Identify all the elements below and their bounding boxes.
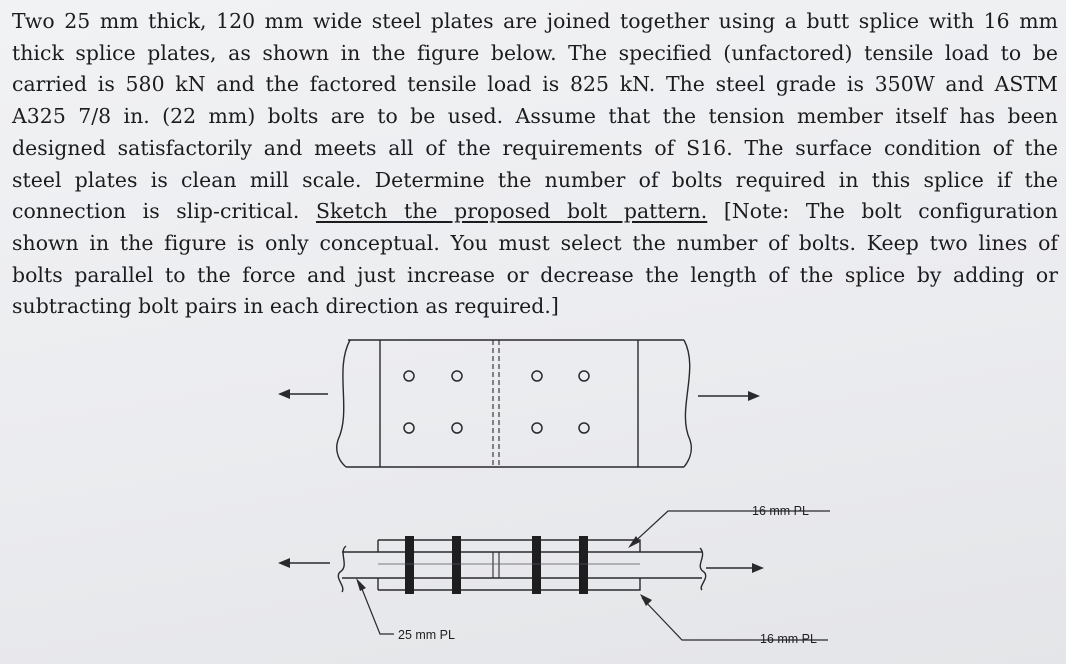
left-break-line bbox=[337, 340, 350, 467]
bolt-hole bbox=[579, 371, 589, 381]
elevation-view bbox=[338, 536, 705, 594]
label-bottom-splice-plate: 16 mm PL bbox=[760, 632, 817, 646]
problem-line-7c: [Note: The bolt configuration bbox=[723, 199, 1058, 224]
load-arrow-left-plan bbox=[278, 389, 328, 399]
bottom-splice-plate bbox=[378, 578, 640, 590]
bolt-hole bbox=[404, 371, 414, 381]
elevation-left-break bbox=[338, 546, 346, 592]
top-splice-plate bbox=[378, 540, 640, 552]
problem-line-5: designed satisfactorily and meets all of the requirements of S16. The surface condition of the bbox=[12, 135, 1058, 160]
load-arrow-right-elevation bbox=[706, 563, 764, 573]
bolt-hole bbox=[579, 423, 589, 433]
bolt-hole bbox=[452, 371, 462, 381]
bolt-holes bbox=[404, 371, 589, 433]
problem-line-7a: connection is slip-critical. bbox=[12, 199, 300, 224]
load-arrow-left-elevation bbox=[278, 558, 330, 568]
problem-line-1: Two 25 mm thick, 120 mm wide steel plates are joined together using a butt splice with 16 mm bbox=[12, 9, 1058, 33]
label-main-plate: 25 mm PL bbox=[398, 628, 455, 642]
underlined-instruction: Sketch the proposed bolt pattern. bbox=[315, 199, 708, 224]
right-break-line bbox=[684, 340, 691, 467]
bolt-hole bbox=[404, 423, 414, 433]
plan-view bbox=[337, 340, 692, 467]
elevation-bolts bbox=[405, 536, 588, 594]
problem-line-4: A325 7/8 in. (22 mm) bolts are to be used. Assume that the tension member itself has been bbox=[12, 104, 1058, 129]
leader-main-plate bbox=[360, 584, 394, 634]
problem-line-2: thick splice plates, as shown in the figure below. The specified (unfactored) tensile load to be bbox=[12, 40, 1058, 65]
label-top-splice-plate: 16 mm PL bbox=[752, 504, 809, 518]
problem-line-10: subtracting bolt pairs in each direction as required.] bbox=[12, 294, 559, 319]
leader-lines bbox=[360, 511, 830, 640]
problem-line-3: carried is 580 kN and the factored tensile load is 825 kN. The steel grade is 350W and ASTM bbox=[12, 72, 1058, 97]
bolt-hole bbox=[532, 371, 542, 381]
problem-line-9: bolts parallel to the force and just increase or decrease the length of the splice by adding or bbox=[12, 262, 1058, 287]
problem-line-8: shown in the figure is only conceptual. You must select the number of bolts. Keep two lines of bbox=[12, 230, 1058, 255]
load-arrow-right-plan bbox=[698, 391, 760, 401]
bolt-hole bbox=[532, 423, 542, 433]
bolt-hole bbox=[452, 423, 462, 433]
elevation-right-break bbox=[700, 548, 706, 590]
problem-line-6: steel plates is clean mill scale. Determine the number of bolts required in this splice if the bbox=[12, 167, 1058, 192]
